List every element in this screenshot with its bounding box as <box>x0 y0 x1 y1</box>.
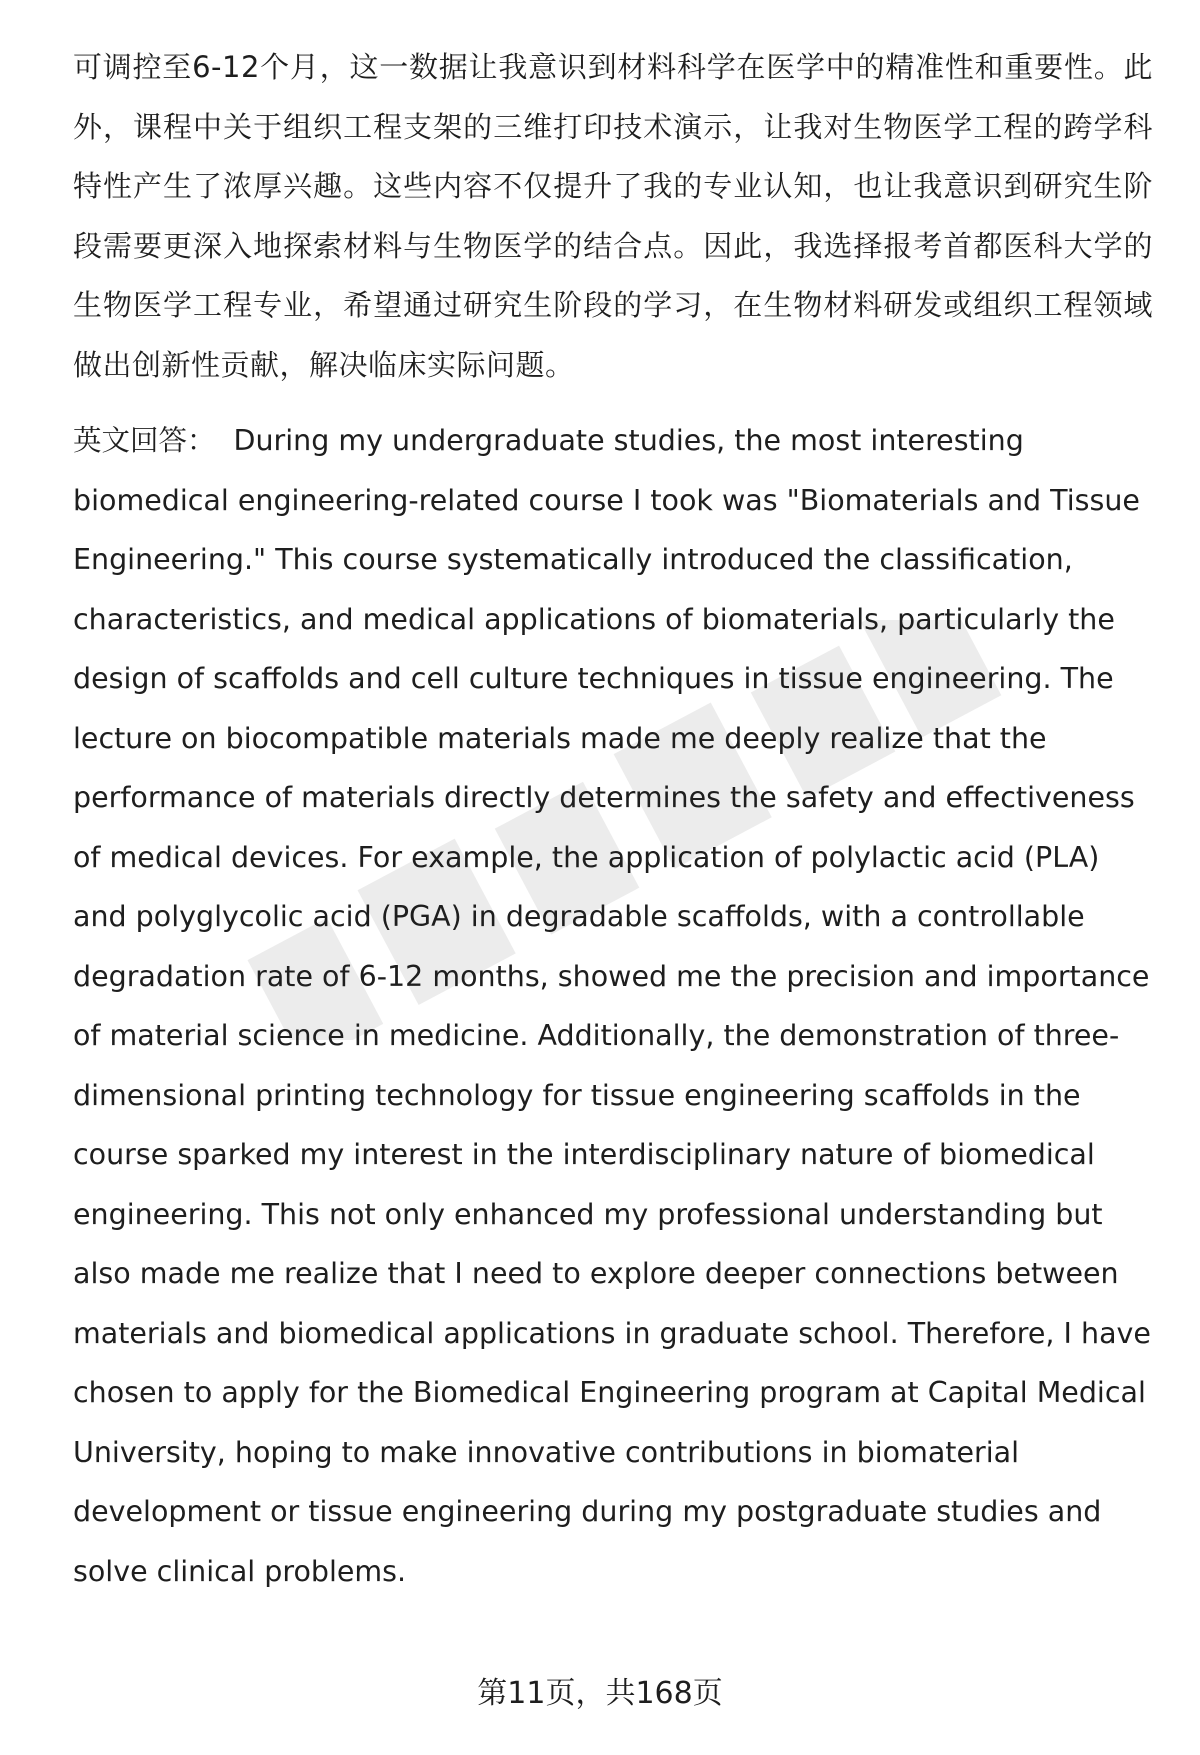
english-answer-text: During my undergraduate studies, the most interesting biomedical engineering-related course I took was "Biomaterials and Tissue Engineering." This course systematically introduced the classification, characteristics, and medical applications of biomaterials, particularly the design of scaffolds and cell culture techniques in tissue engineering. The lecture on biocompatible materials made me deeply realize that the performance of materials directly determines the safety and effectiveness of medical devices. For example, the application of polylactic acid (PLA) and polyglycolic acid (PGA) in degradable scaffolds, with a controllable degradation rate of 6-12 months, showed me the precision and importance of material science in medicine. Additionally, the demonstration of three-dimensional printing technology for tissue engineering scaffolds in the course sparked my interest in the interdisciplinary nature of biomedical engineering. This not only enhanced my professional understanding but also made me realize that I need to explore deeper connections between materials and biomedical applications in graduate school. Therefore, I have chosen to apply for the Biomedical Engineering program at Capital Medical University, hoping to make innovative contributions in biomaterial development or tissue engineering during my postgraduate studies and solve clinical problems. <box>73 424 1151 1588</box>
main-content <box>73 38 1153 1601</box>
answer-label: 英文回答： <box>73 424 216 457</box>
chinese-paragraph: 可调控至6-12个月，这一数据让我意识到材料科学在医学中的精准性和重要性。此外，课程中关于组织工程支架的三维打印技术演示，让我对生物医学工程的跨学科特性产生了浓厚兴趣。这些内容不仅提升了我的专业认知，也让我意识到研究生阶段需要更深入地探索材料与生物医学的结合点。因此，我选择报考首都医科大学的生物医学工程专业，希望通过研究生阶段的学习，在生物材料研发或组织工程领域做出创新性贡献，解决临床实际问题。 <box>73 50 1153 382</box>
english-answer-paragraph <box>73 411 1153 1601</box>
page-number-footer: 第11页，共168页 <box>477 1676 723 1711</box>
